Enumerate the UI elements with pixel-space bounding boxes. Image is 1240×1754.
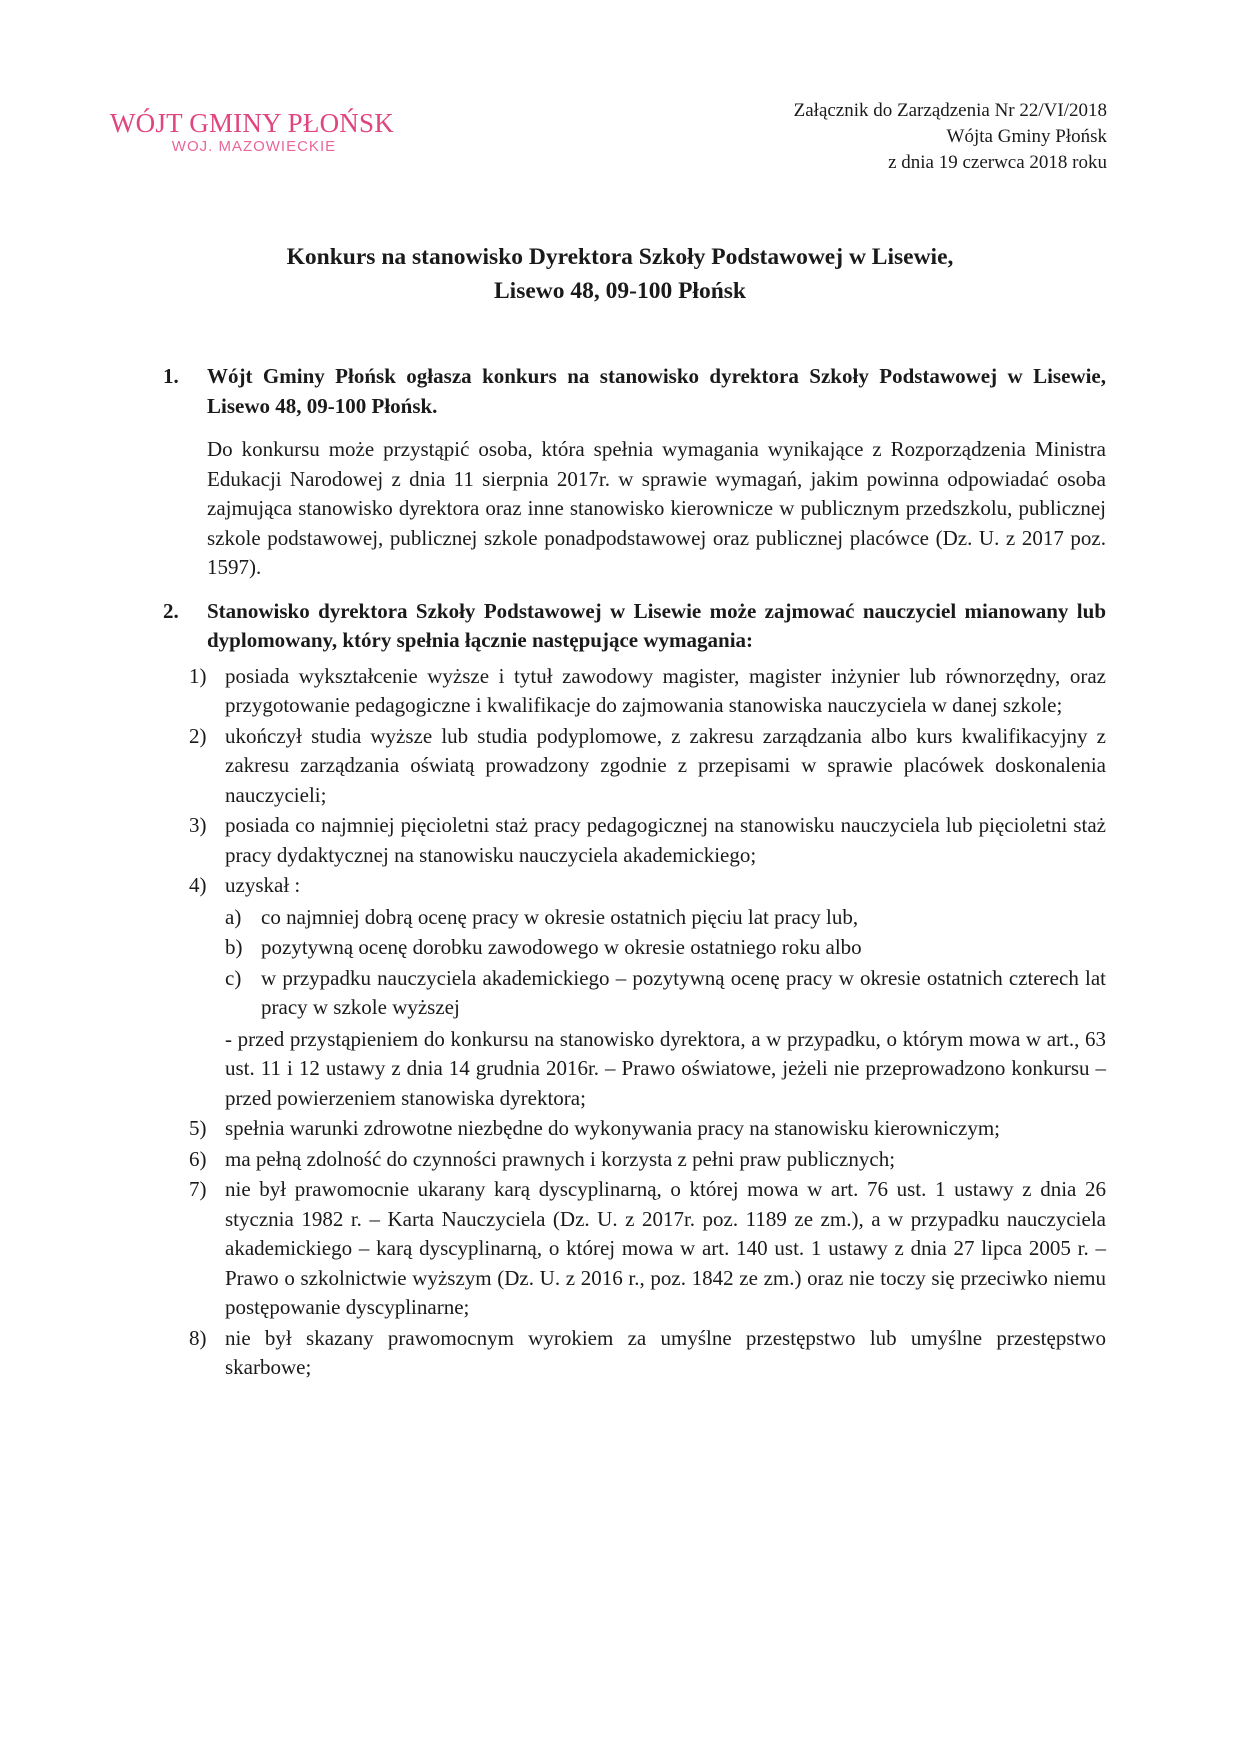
list-item (189, 722, 1106, 811)
annex-line-3: z dnia 19 czerwca 2018 roku (888, 152, 1107, 173)
item-number: 3) (189, 813, 207, 837)
stamp-line-2: WOJ. MAZOWIECKIE (171, 138, 337, 155)
sub-item-text: pozytywną ocenę dorobku zawodowego w okresie ostatniego roku albo (261, 935, 862, 959)
item-text: ma pełną zdolność do czynności prawnych i korzysta z pełni praw publicznych; (225, 1146, 896, 1171)
sub-item-letter: b) (225, 935, 243, 959)
title-line-1: Konkurs na stanowisko Dyrektora Szkoły Podstawowej w Lisewie, (286, 244, 954, 270)
item-number: 2) (189, 723, 207, 748)
list-item (189, 662, 1106, 721)
item-text: nie był skazany prawomocnym wyrokiem za umyślne przestępstwo lub umyślne przestępstwo skarbowe; (225, 1325, 1106, 1379)
list-item (189, 1114, 1106, 1144)
list-item (189, 1324, 1106, 1383)
item-text: spełnia warunki zdrowotne niezbędne do wykonywania pracy na stanowisku kierowniczym; (225, 1116, 1001, 1140)
item-number: 7) (189, 1177, 207, 1201)
annex-line-1: Załącznik do Zarządzenia Nr 22/VI/2018 (793, 100, 1107, 121)
item-text: posiada co najmniej pięcioletni staż pracy pedagogicznej na stanowisku nauczyciela lub pięcioletni staż pracy dydaktycznej na stanowisku nauczyciela akademickiego; (225, 813, 1106, 867)
sub-item-letter: c) (225, 965, 242, 990)
section-number: 1. (163, 364, 179, 388)
sub-item-text: co najmniej dobrą ocenę pracy w okresie ostatnich pięciu lat pracy lub, (261, 904, 859, 929)
sub-item (225, 903, 1106, 933)
section-heading: Stanowisko dyrektora Szkoły Podstawowej w Lisewie może zajmować nauczyciel mianowany lub dyplomowany, który spełnia łącznie następujące wymagania: (207, 598, 1106, 652)
sub-item (225, 964, 1106, 1023)
item-text: ukończył studia wyższe lub studia podyplomowe, z zakresu zarządzania albo kurs kwalifikacyjny z zakresu zarządzania oświatą prowadzony zgodnie z przepisami w sprawie placówek doskonalenia nauczycieli; (225, 723, 1106, 807)
list-item (189, 1175, 1106, 1323)
sub-item-text: w przypadku nauczyciela akademickiego – pozytywną ocenę pracy w okresie ostatnich czterech lat pracy w szkole wyższej (261, 965, 1106, 1019)
item-number: 8) (189, 1325, 207, 1350)
official-stamp (110, 108, 394, 156)
item-number: 4) (189, 873, 207, 897)
stamp-line-1: WÓJT GMINY PŁOŃSK (110, 108, 394, 138)
sub-list (225, 903, 1106, 1023)
item-text: posiada wykształcenie wyższe i tytuł zawodowy magister, magister inżynier lub równorzędny, oraz przygotowanie pedagogiczne i kwalifikacje do zajmowania stanowiska nauczyciela w danej szkole; (225, 663, 1106, 717)
section-1 (163, 362, 1106, 583)
item-number: 1) (189, 663, 207, 688)
item-number: 6) (189, 1146, 207, 1171)
section-number: 2. (163, 598, 179, 623)
sub-item (225, 933, 1106, 963)
section-heading: Wójt Gminy Płońsk ogłasza konkurs na stanowisko dyrektora Szkoły Podstawowej w Lisewie, Lisewo 48, 09-100 Płońsk. (207, 364, 1106, 418)
item-text: nie był prawomocnie ukarany karą dyscyplinarną, o której mowa w art. 76 ust. 1 ustawy z dnia 26 stycznia 1982 r. – Karta Nauczyciela (Dz. U. z 2017r. poz. 1189 ze zm.), a w przypadku nauczyciela akademickiego – karą dyscyplinarną, o której mowa w art. 140 ust. 1 ustawy z dnia 27 lipca 2005 r. – Prawo o szkolnictwie wyższym (Dz. U. z 2016 r., poz. 1842 ze zm.) oraz nie toczy się przeciwko niemu postępowanie dyscyplinarne; (225, 1177, 1106, 1319)
list-item (189, 1145, 1106, 1175)
section-2 (163, 597, 1106, 1384)
item-text: uzyskał : (225, 873, 301, 897)
list-item (189, 871, 1106, 1113)
item-tail-text: - przed przystąpieniem do konkursu na stanowisko dyrektora, a w przypadku, o którym mowa w art., 63 ust. 11 i 12 ustawy z dnia 14 grudnia 2016r. – Prawo oświatowe, jeżeli nie przeprowadzono konkursu – przed powierzeniem stanowiska dyrektora; (225, 1026, 1106, 1110)
annex-reference (794, 98, 1107, 176)
annex-line-2: Wójta Gminy Płońsk (946, 126, 1107, 147)
list-item (189, 811, 1106, 870)
title-line-2: Lisewo 48, 09-100 Płońsk (494, 278, 746, 304)
item-number: 5) (189, 1116, 207, 1140)
sub-item-letter: a) (225, 904, 242, 929)
document-title (0, 240, 1240, 308)
section-paragraph: Do konkursu może przystąpić osoba, która spełnia wymagania wynikające z Rozporządzenia Ministra Edukacji Narodowej z dnia 11 sierpnia 2017r. w sprawie wymagań, jakim powinna odpowiadać osoba zajmująca stanowisko dyrektora oraz inne stanowisko kierownicze w publicznym przedszkolu, publicznej szkole podstawowej, publicznej szkole ponadpodstawowej oraz publicznej placówce (Dz. U. z 2017 poz. 1597). (207, 437, 1106, 579)
requirements-list (189, 662, 1106, 1383)
document-body (163, 362, 1106, 1384)
